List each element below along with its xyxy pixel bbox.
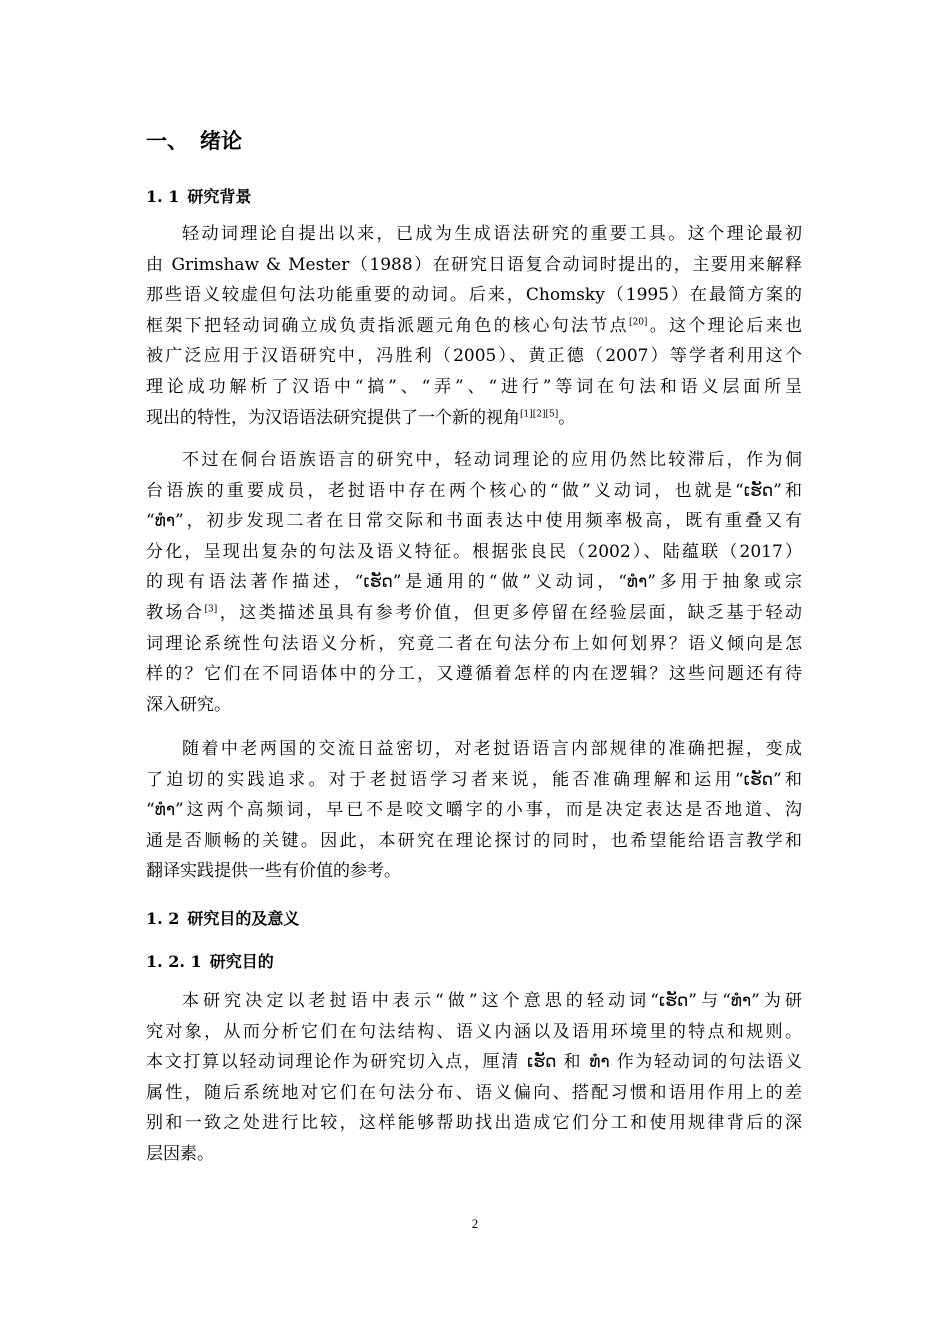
text-span: 。 [558, 407, 576, 428]
text-line: 样的？它们在不同语体中的分工，又遵循着怎样的内在逻辑？这些问题还有待 [146, 664, 802, 685]
text-line: 轻动词理论自提出以来，已成为生成语法研究的重要工具。这个理论最初 [182, 224, 802, 244]
text-span: 。这个理论后来也 [647, 315, 803, 336]
text-span: ，这类描述虽具有参考价值，但更多停留在经验层面，缺乏基于轻动 [217, 602, 803, 623]
text-line: 本文打算以轻动词理论作为研究切入点，厘清 ເຮັດ 和 ທຳ 作为轻动词的句法语义 [146, 1052, 802, 1073]
paragraph-purpose [146, 986, 802, 1170]
section-heading-1-2-1 [146, 950, 274, 974]
text-line: 那些语义较虚但句法功能重要的动词。后来，Chomsky（1995）在最简方案的 [146, 285, 802, 306]
text-line: 台语族的重要成员，老挝语中存在两个核心的“做”义动词，也就是“ເຮັດ”和 [146, 480, 802, 501]
text-line [146, 403, 802, 434]
text-span: 框架下把轻动词确立成负责指派题元角色的核心句法节点 [146, 315, 629, 336]
chapter-title: 绪论 [200, 129, 242, 153]
text-span: 现出的特性，为汉语语法研究提供了一个新的视角 [146, 407, 520, 428]
text-line [146, 598, 802, 629]
text-line: 随着中老两国的交流日益密切，对老挝语语言内部规律的准确把握，变成 [182, 739, 802, 759]
text-line: 究对象，从而分析它们在句法结构、语义内涵以及语用环境里的特点和规则。 [146, 1021, 802, 1042]
text-span: 教场合 [146, 602, 205, 623]
text-line: “ທຳ”，初步发现二者在日常交际和书面表达中使用频率极高，既有重叠又有 [146, 511, 802, 532]
paragraph-background-3 [146, 734, 802, 887]
page-number: 2 [471, 1216, 479, 1231]
section-number: 1. 2 [146, 909, 180, 928]
text-line [146, 311, 802, 342]
text-line: 属性，随后系统地对它们在句法分布、语义偏向、搭配习惯和语用作用上的差 [146, 1082, 802, 1103]
section-number: 1. 2. 1 [146, 952, 202, 971]
citation: [3] [204, 604, 218, 615]
text-line: 翻译实践提供一些有价值的参考。 [146, 861, 401, 882]
chapter-heading [146, 126, 242, 156]
text-line: “ທຳ”这两个高频词，早已不是咬文嚼字的小事，而是决定表达是否地道、沟 [146, 800, 802, 821]
section-title: 研究背景 [187, 187, 252, 206]
text-line: 词理论系统性句法语义分析，究竟二者在句法分布上如何划界？语义倾向是怎 [146, 633, 802, 654]
text-line: 了迫切的实践追求。对于老挝语学习者来说，能否准确理解和运用“ເຮັດ”和 [146, 769, 802, 790]
paragraph-background-1 [146, 219, 802, 433]
text-line: 别和一致之处进行比较，这样能够帮助找出造成它们分工和使用规律背后的深 [146, 1113, 802, 1134]
citation: [1][2][5] [520, 408, 559, 419]
text-line: 分化，呈现出复杂的句法及语义特征。根据张良民（2002）、陆蕴联（2017） [146, 541, 802, 562]
section-title: 研究目的 [209, 952, 274, 971]
section-title: 研究目的及意义 [187, 909, 300, 928]
text-line: 被广泛应用于汉语研究中，冯胜利（2005）、黄正德（2007）等学者利用这个 [146, 346, 802, 367]
text-line: 由 Grimshaw & Mester（1988）在研究日语复合动词时提出的，主要用来解释 [146, 254, 802, 275]
chapter-number: 一、 [146, 129, 188, 153]
section-heading-1-2 [146, 907, 299, 931]
section-number: 1. 1 [146, 187, 180, 206]
section-heading-1-1 [146, 185, 251, 209]
text-line: 本研究决定以老挝语中表示“做”这个意思的轻动词“ເຮັດ”与“ທຳ”为研 [182, 991, 802, 1011]
text-line: 层因素。 [146, 1143, 214, 1164]
citation: [20] [628, 317, 648, 328]
text-line: 理论成功解析了汉语中“搞”、“弄”、“进行”等词在句法和语义层面所呈 [146, 376, 802, 397]
paragraph-background-2 [146, 445, 802, 720]
text-line: 的现有语法著作描述，“ເຮັດ”是通用的“做”义动词，“ທຳ”多用于抽象或宗 [146, 572, 802, 593]
text-line: 深入研究。 [146, 694, 231, 715]
text-line: 不过在侗台语族语言的研究中，轻动词理论的应用仍然比较滞后，作为侗 [182, 450, 802, 470]
text-line: 通是否顺畅的关键。因此，本研究在理论探讨的同时，也希望能给语言教学和 [146, 830, 802, 851]
